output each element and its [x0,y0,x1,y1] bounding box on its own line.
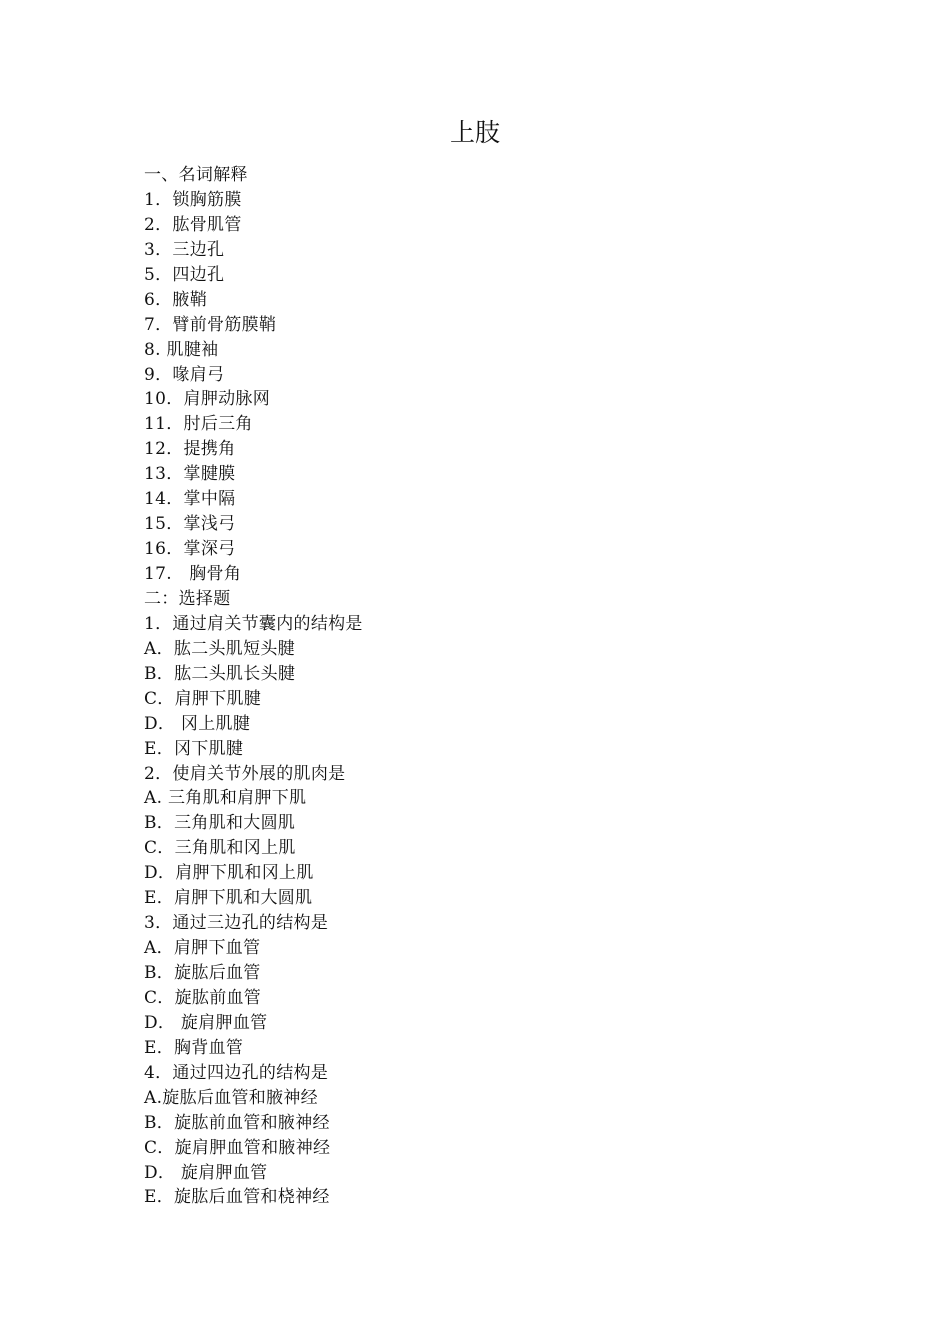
term-item: 2．肱骨肌管 [144,214,242,235]
answer-option: C．肩胛下肌腱 [144,688,262,709]
term-item: 13．掌腱膜 [144,464,236,485]
term-item: 1．锁胸筋膜 [144,189,242,210]
answer-option: A．肱二头肌短头腱 [144,638,295,659]
answer-option: E．冈下肌腱 [144,738,244,759]
section-heading-terms: 一、名词解释 [144,165,248,185]
answer-option: E．旋肱后血管和桡神经 [144,1187,330,1208]
answer-option: B．旋肱前血管和腋神经 [144,1112,330,1133]
term-item: 14．掌中隔 [144,489,236,510]
term-item: 9．喙肩弓 [144,364,225,385]
term-item: 6．腋鞘 [144,289,208,310]
document-body [144,163,844,1210]
answer-option: B．旋肱后血管 [144,963,261,983]
page-title: 上肢 [449,118,500,147]
answer-option: A．肩胛下血管 [144,938,261,959]
answer-option: E．肩胛下肌和大圆肌 [144,888,313,909]
answer-option: D．肩胛下肌和冈上肌 [144,863,314,884]
answer-option: C．旋肩胛血管和腋神经 [144,1137,331,1158]
term-item: 10．肩胛动脉网 [144,389,271,410]
term-item: 16．掌深弓 [144,539,236,560]
answer-option: B．三角肌和大圆肌 [144,813,296,834]
term-item: 12．提携角 [144,439,236,460]
answer-option: B．肱二头肌长头腱 [144,663,296,684]
term-item: 8. 肌腱袖 [144,339,219,360]
answer-option: C．旋肱前血管 [144,987,262,1008]
term-item: 7．臂前骨筋膜鞘 [144,314,277,335]
question-stem: 2．使肩关节外展的肌肉是 [144,763,346,784]
answer-option: D． 旋肩胛血管 [144,1012,268,1033]
term-item: 3．三边孔 [144,239,225,260]
answer-option: D． 旋肩胛血管 [144,1162,268,1183]
answer-option: D． 冈上肌腱 [144,713,251,734]
section-heading-choices: 二：选择题 [144,588,231,609]
term-item: 15．掌浅弓 [144,514,236,535]
answer-option: E．胸背血管 [144,1037,244,1058]
answer-option: A. 三角肌和肩胛下肌 [144,788,307,809]
term-item: 5．四边孔 [144,264,225,285]
question-stem: 1．通过肩关节囊内的结构是 [144,613,363,634]
term-item: 17. 胸骨角 [144,564,242,584]
term-item: 11．肘后三角 [144,414,253,435]
question-stem: 3．通过三边孔的结构是 [144,913,329,934]
question-stem: 4．通过四边孔的结构是 [144,1062,329,1083]
answer-option: C．三角肌和冈上肌 [144,838,296,859]
answer-option: A.旋肱后血管和腋神经 [144,1087,318,1108]
